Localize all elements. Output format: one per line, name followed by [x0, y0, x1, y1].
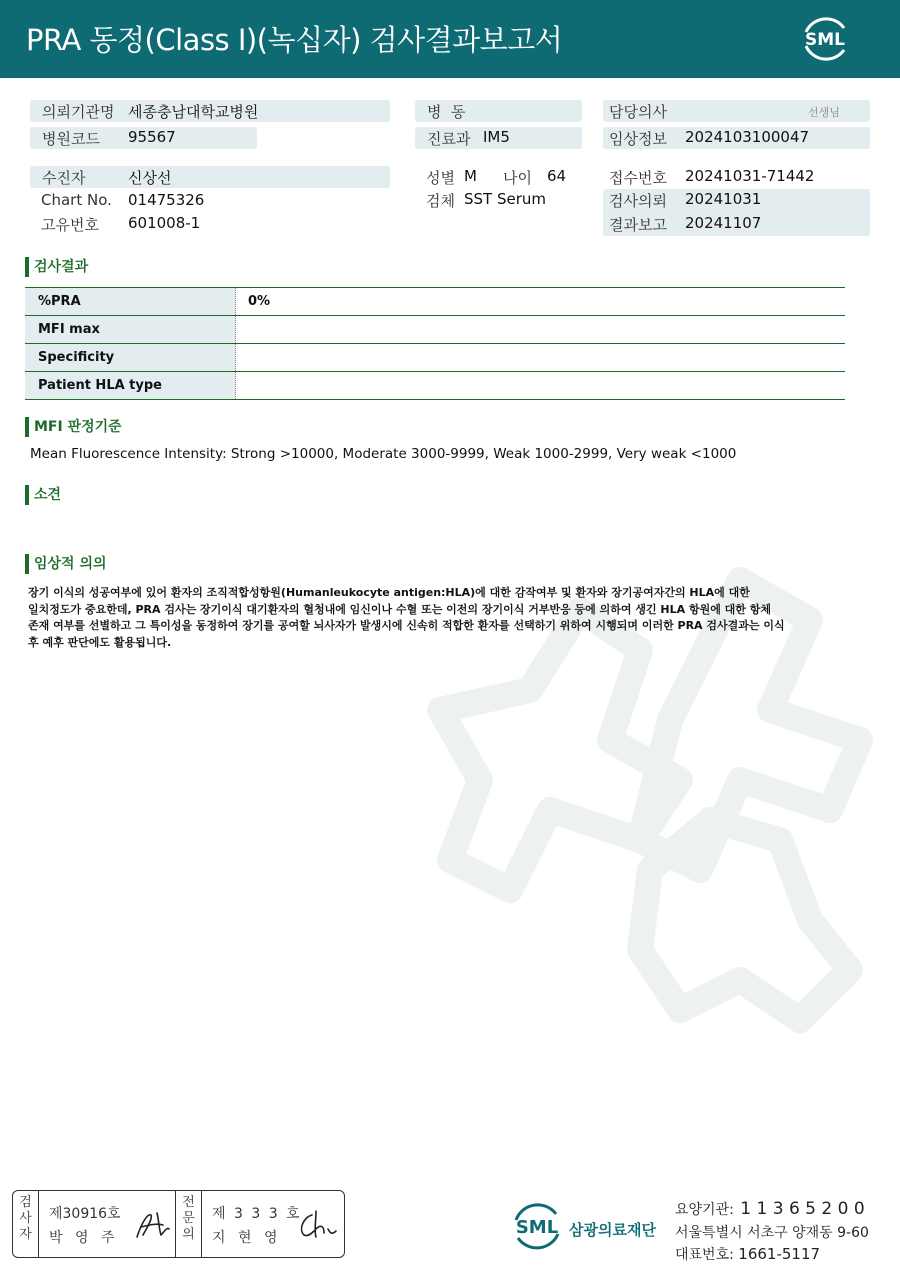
- care-code-value: 1 1 3 6 5 2 0 0: [740, 1199, 865, 1219]
- department-value: IM5: [483, 128, 510, 146]
- examiner-license: 제30916호: [49, 1206, 121, 1222]
- age-value: 64: [547, 167, 567, 185]
- examiner-cell: [39, 1191, 176, 1257]
- examiner-head-text: 검사자: [19, 1195, 32, 1242]
- svg-text:SML: SML: [805, 30, 845, 50]
- clinical-info-value: 2024103100047: [685, 128, 810, 146]
- receipt-label: 접수번호: [609, 169, 667, 187]
- date-block: [603, 189, 870, 236]
- specialist-head-text: 전문의: [182, 1195, 195, 1242]
- phone-line: [675, 1244, 820, 1264]
- report-value: 20241107: [685, 214, 762, 232]
- unique-label: 고유번호: [41, 216, 99, 234]
- clinical-info-row: [603, 127, 870, 149]
- unique-value: 601008-1: [128, 214, 201, 232]
- doctor-suffix: 선생님: [808, 106, 840, 119]
- hospital-code-value: 95567: [128, 128, 176, 146]
- table-row: [25, 344, 845, 372]
- specialist-head: [176, 1191, 202, 1257]
- institution-row: [30, 100, 390, 122]
- specimen-row: [415, 189, 595, 211]
- specialist-name: 지 현 영: [212, 1230, 282, 1246]
- care-code-line: [675, 1199, 865, 1219]
- specialist-cell: [202, 1191, 344, 1257]
- report-title: PRA 동정(Class I)(녹십자) 검사결과보고서: [26, 23, 563, 57]
- result-value: 0%: [248, 294, 271, 309]
- hospital-code-label: 병원코드: [42, 130, 100, 148]
- examiner-head: [13, 1191, 39, 1257]
- patient-label: 수진자: [42, 169, 86, 187]
- institution-value: 세종충남대학교병원: [128, 103, 259, 121]
- org-name: 삼광의료재단: [569, 1221, 656, 1239]
- clinical-text: [28, 585, 848, 651]
- age-label: 나이: [503, 169, 532, 187]
- mfi-section-title: MFI 판정기준: [25, 416, 122, 438]
- result-key: MFI max: [25, 316, 236, 343]
- result-key: Specificity: [25, 344, 236, 371]
- svg-text:SML: SML: [515, 1217, 559, 1238]
- results-table: [25, 287, 845, 400]
- sml-footer-logo-icon: [508, 1198, 566, 1254]
- sml-logo-icon: [796, 12, 854, 66]
- phone-label: 대표번호:: [675, 1247, 734, 1263]
- doctor-label: 담당의사: [609, 103, 667, 121]
- chart-label: Chart No.: [41, 191, 112, 209]
- table-row: [25, 316, 845, 344]
- sex-value: M: [464, 167, 477, 185]
- examiner-signature-icon: [131, 1205, 175, 1245]
- doctor-row: [603, 100, 870, 122]
- clinical-line: 존재 여부를 선별하고 그 특이성을 동정하여 장기를 공여할 뇌사자가 발생시에 신속히 적합한 환자를 선택하기 위하여 시행되며 이러한 PRA 검사결과는 이식: [28, 619, 785, 632]
- clinical-info-label: 임상정보: [609, 130, 667, 148]
- sex-label: 성별: [426, 169, 455, 187]
- result-value: [236, 372, 845, 399]
- results-section-title: 검사결과: [25, 256, 88, 278]
- request-label: 검사의뢰: [609, 192, 667, 210]
- care-code-label: 요양기관:: [675, 1202, 734, 1218]
- receipt-row: [603, 166, 870, 188]
- department-label: 진료과: [427, 130, 471, 148]
- specialist-license: 제 3 3 3 호: [212, 1206, 302, 1222]
- receipt-value: 20241031-71442: [685, 167, 815, 185]
- phone-value: 1661-5117: [738, 1245, 821, 1263]
- patient-value: 신상선: [128, 169, 172, 187]
- unique-row: [30, 213, 390, 235]
- specialist-signature-icon: [294, 1205, 340, 1245]
- clinical-line: 후 예후 판단에도 활용됩니다.: [28, 635, 172, 649]
- department-row: [415, 127, 582, 149]
- clinical-line: 일치정도가 중요한데, PRA 검사는 장기이식 대기환자의 혈청내에 임신이나 수혈 또는 이전의 장기이식 거부반응 등에 의하여 생긴 HLA 항원에 대한 항체: [28, 602, 772, 616]
- ward-label: 병 동: [427, 103, 466, 121]
- result-key: %PRA: [25, 288, 236, 315]
- table-row: [25, 288, 845, 316]
- result-value: [236, 344, 845, 371]
- specimen-value: SST Serum: [464, 190, 547, 208]
- examiner-name: 박 영 주: [49, 1230, 119, 1246]
- request-value: 20241031: [685, 190, 762, 208]
- specimen-label: 검체: [426, 192, 455, 210]
- result-value: [236, 316, 845, 343]
- patient-row: [30, 166, 390, 188]
- report-label: 결과보고: [609, 216, 667, 234]
- chart-row: [30, 190, 390, 212]
- result-key: Patient HLA type: [25, 372, 236, 399]
- chart-value: 01475326: [128, 191, 205, 209]
- signature-box: [12, 1190, 345, 1258]
- address: 서울특별시 서초구 양재동 9-60: [675, 1225, 869, 1241]
- institution-label: 의뢰기관명: [42, 103, 115, 121]
- clinical-line: 장기 이식의 성공여부에 있어 환자의 조직적합성항원(Humanleukocyte antigen:HLA)에 대한 감작여부 및 환자와 장기공여자간의 HLA에 대한: [28, 586, 750, 599]
- mfi-criteria-text: Mean Fluorescence Intensity: Strong >10000, Moderate 3000-9999, Weak 1000-2999, Very weak <1000: [30, 446, 737, 462]
- hospital-code-row: [30, 127, 257, 149]
- opinion-section-title: 소견: [25, 484, 61, 506]
- ward-row: [415, 100, 582, 122]
- sex-age-row: [415, 166, 595, 188]
- table-row: [25, 372, 845, 400]
- report-header: [0, 0, 900, 78]
- clinical-section-title: 임상적 의의: [25, 553, 107, 575]
